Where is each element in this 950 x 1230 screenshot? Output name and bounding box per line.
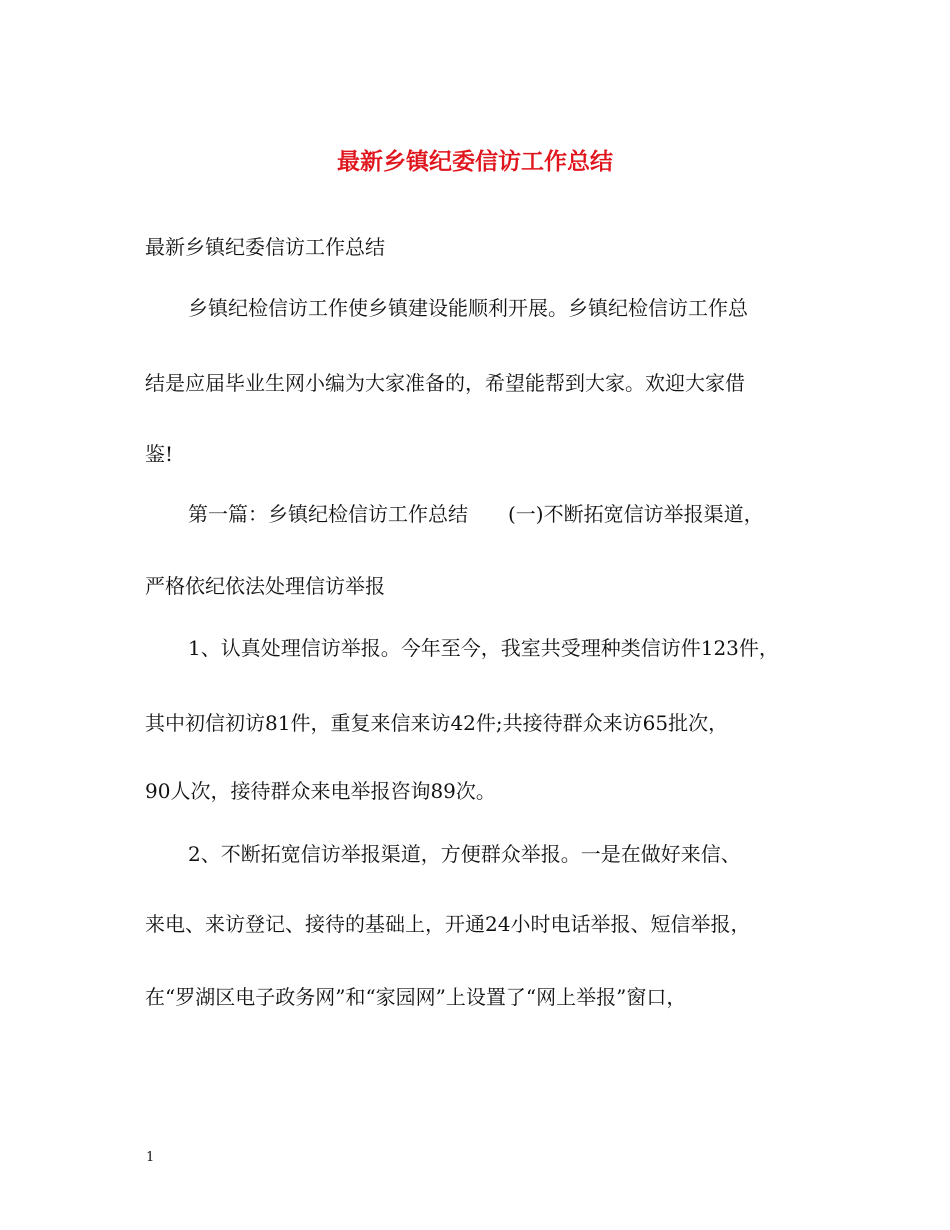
paragraph-line: 90人次，接待群众来电举报咨询89次。: [145, 779, 496, 803]
document-title: 最新乡镇纪委信访工作总结: [337, 148, 613, 175]
paragraph-line: 来电、来访登记、接待的基础上，开通24小时电话举报、短信举报，: [145, 912, 751, 936]
paragraph-line: 1、认真处理信访举报。今年至今，我室共受理种类信访件123件，: [188, 636, 779, 660]
paragraph-line: 结是应届毕业生网小编为大家准备的，希望能帮到大家。欢迎大家借: [145, 371, 745, 395]
paragraph-line: 2、不断拓宽信访举报渠道，方便群众举报。一是在做好来信、: [188, 842, 741, 866]
paragraph-line: 在“罗湖区电子政务网”和“家园网”上设置了“网上举报”窗口，: [145, 985, 687, 1009]
paragraph-line: 第一篇：乡镇纪检信访工作总结 (一)不断拓宽信访举报渠道，: [188, 502, 764, 526]
paragraph-line: 严格依纪依法处理信访举报: [145, 574, 385, 598]
subtitle-line: 最新乡镇纪委信访工作总结: [145, 235, 385, 259]
paragraph-line: 其中初信初访81件，重复来信来访42件;共接待群众来访65批次，: [145, 711, 729, 735]
page-number: 1: [146, 1150, 155, 1165]
paragraph-line: 乡镇纪检信访工作使乡镇建设能顺利开展。乡镇纪检信访工作总: [188, 296, 748, 320]
paragraph-line: 鉴!: [145, 442, 174, 466]
